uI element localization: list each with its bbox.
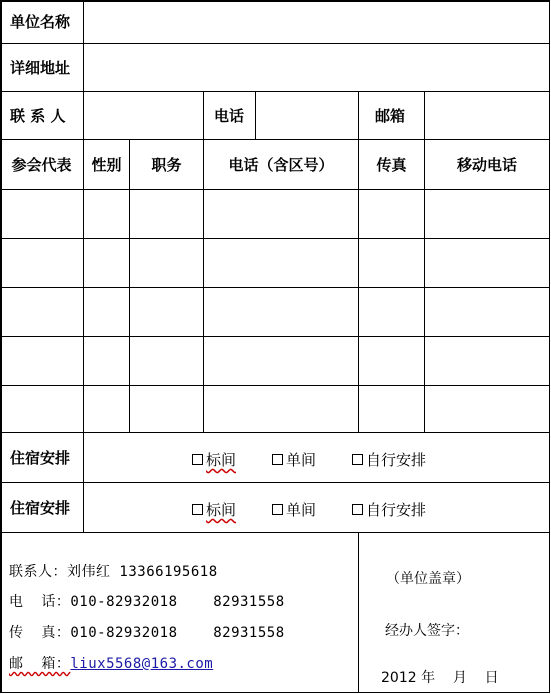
- checkbox-icon[interactable]: [192, 504, 203, 515]
- email-link[interactable]: liux5568@163.com: [70, 656, 214, 672]
- phone-value: 010-82932018 82931558: [70, 594, 285, 610]
- address-field[interactable]: [84, 44, 550, 92]
- option-self-arranged[interactable]: 自行安排: [352, 449, 426, 470]
- signer-text: 经办人签字：: [385, 623, 469, 639]
- phone-label: 电话: [204, 92, 256, 140]
- table-cell[interactable]: [130, 386, 204, 433]
- option-self-arranged[interactable]: 自行安排: [352, 499, 426, 520]
- header-mobile: 移动电话: [425, 140, 550, 190]
- date-text: 2012 年 月 日: [381, 670, 499, 686]
- table-cell[interactable]: [130, 288, 204, 337]
- table-cell[interactable]: [359, 239, 425, 288]
- table-cell[interactable]: [84, 288, 130, 337]
- checkbox-icon[interactable]: [192, 454, 203, 465]
- unit-seal-text: （单位盖章）: [386, 571, 470, 587]
- table-cell[interactable]: [359, 386, 425, 433]
- contact-person-field[interactable]: [84, 92, 204, 140]
- accommodation-label-2: 住宿安排: [0, 483, 84, 533]
- email-label-text: 邮 箱：: [9, 656, 71, 672]
- accommodation-label-1: 住宿安排: [0, 433, 84, 483]
- option-single-room[interactable]: 单间: [272, 499, 316, 520]
- phone-label-text: 电 话：: [9, 594, 71, 610]
- table-cell[interactable]: [425, 239, 550, 288]
- table-cell[interactable]: [0, 288, 84, 337]
- table-cell[interactable]: [204, 386, 359, 433]
- option-standard-room[interactable]: 标间: [192, 499, 236, 520]
- table-cell[interactable]: [130, 337, 204, 386]
- table-cell[interactable]: [425, 337, 550, 386]
- contact-fax-line: [9, 622, 285, 642]
- table-cell[interactable]: [425, 386, 550, 433]
- fax-value: 010-82932018 82931558: [70, 625, 285, 641]
- contact-email-line: [9, 653, 213, 673]
- email-label: 邮箱: [359, 92, 425, 140]
- table-cell[interactable]: [84, 190, 130, 239]
- contact-person-label: 联 系 人: [0, 92, 84, 140]
- table-cell[interactable]: [84, 386, 130, 433]
- table-cell[interactable]: [425, 288, 550, 337]
- contact-person-line: 联系人：刘伟红 13366195618: [9, 564, 218, 580]
- table-cell[interactable]: [0, 190, 84, 239]
- checkbox-icon[interactable]: [352, 454, 363, 465]
- header-fax: 传真: [359, 140, 425, 190]
- email-field[interactable]: [425, 92, 550, 140]
- table-cell[interactable]: [359, 288, 425, 337]
- table-cell[interactable]: [359, 190, 425, 239]
- accommodation-options-group-2: [192, 499, 462, 520]
- header-representative: 参会代表: [0, 140, 84, 190]
- table-cell[interactable]: [204, 190, 359, 239]
- table-cell[interactable]: [359, 337, 425, 386]
- table-cell[interactable]: [204, 239, 359, 288]
- accommodation-options-group-1: [192, 449, 462, 470]
- table-cell[interactable]: [204, 337, 359, 386]
- table-cell[interactable]: [0, 337, 84, 386]
- option-single-room[interactable]: 单间: [272, 449, 316, 470]
- table-cell[interactable]: [130, 190, 204, 239]
- table-cell[interactable]: [84, 337, 130, 386]
- option-standard-room[interactable]: 标间: [192, 449, 236, 470]
- fax-label-text: 传 真：: [9, 625, 71, 641]
- contact-phone-line: [9, 591, 285, 611]
- table-cell[interactable]: [0, 386, 84, 433]
- checkbox-icon[interactable]: [272, 504, 283, 515]
- table-cell[interactable]: [204, 288, 359, 337]
- header-position: 职务: [130, 140, 204, 190]
- checkbox-icon[interactable]: [272, 454, 283, 465]
- unit-name-label: 单位名称: [0, 0, 84, 44]
- table-cell[interactable]: [84, 239, 130, 288]
- unit-name-field[interactable]: [84, 0, 550, 44]
- header-phone-area: 电话（含区号）: [204, 140, 359, 190]
- address-label: 详细地址: [0, 44, 84, 92]
- phone-field[interactable]: [256, 92, 359, 140]
- checkbox-icon[interactable]: [352, 504, 363, 515]
- table-cell[interactable]: [425, 190, 550, 239]
- header-gender: 性别: [84, 140, 130, 190]
- table-cell[interactable]: [0, 239, 84, 288]
- table-cell[interactable]: [130, 239, 204, 288]
